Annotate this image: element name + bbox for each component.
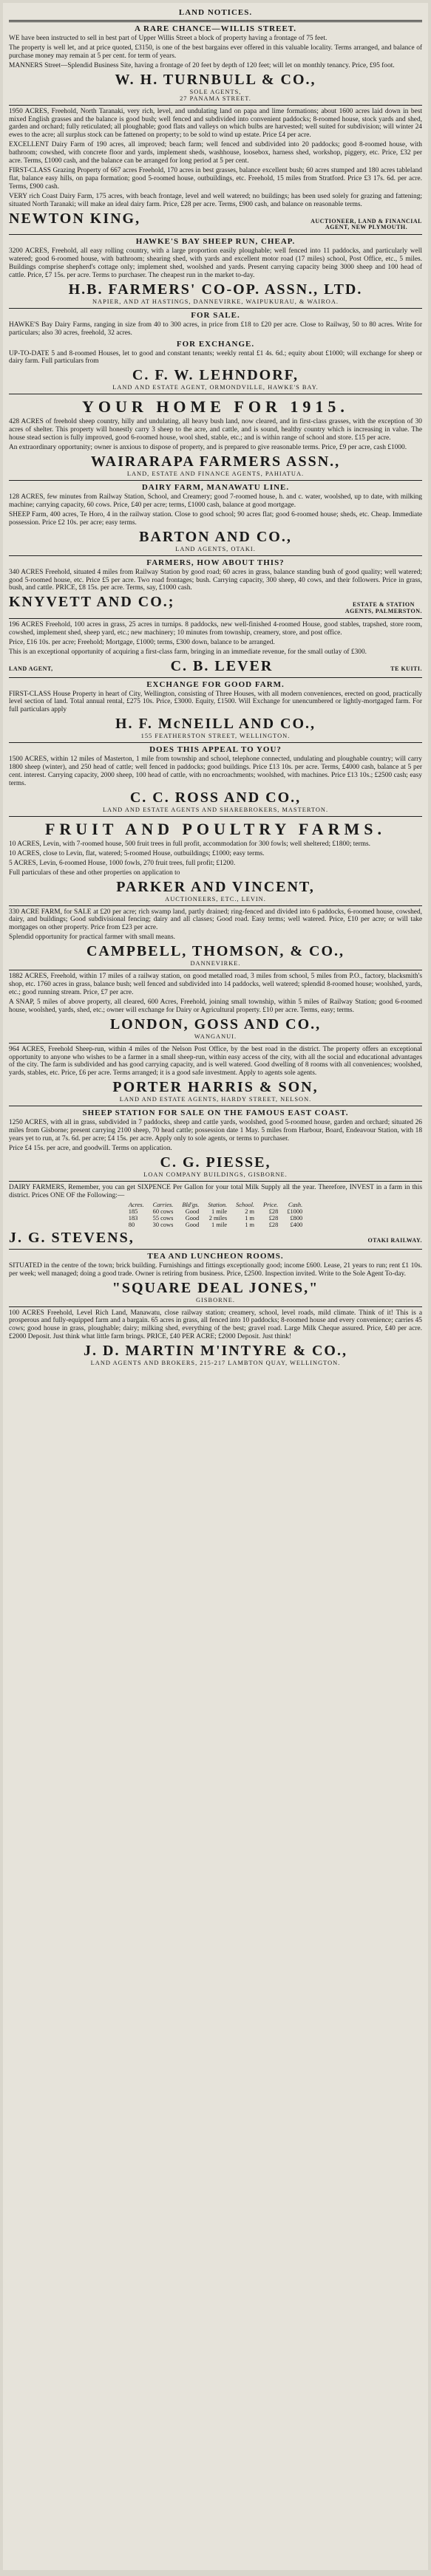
ad-firm-name: "SQUARE DEAL JONES," [112,1280,319,1296]
ad-block [9,1046,422,1103]
ad-paragraph: 100 ACRES Freehold, Level Rich Land, Manawatu, close railway station; creamery, school, level roads, mild climate. Think of it! This is a prosperous and fully-equipped farm and a bargain. 65 acres in grass, all fenced into 10 paddocks; 8-roomed house and every convenience; carries 45 cows; good house in grass, ploughable; dairy; milking shed, everything of the best; gravel road. Large Milk Cheque assured. Price, £40 per acre. £2000 Deposit. Just think what little farm brings. PRICE, £40 PER ACRE; £2000 Deposit. Just think! [9,1309,422,1341]
ad-paragraph: 1500 ACRES, within 12 miles of Masterton, 1 mile from township and school, telephone connected, undulating and ploughable country; will carry 1800 sheep (winter), and 250 head of cattle; well fenced in paddocks; good buildings. Price £13 10s. per acre. Terms, £4000 cash, balance at 5 per cent. interest. Carrying capacity, 2000 sheep, 100 head of cattle, with no encroachments; woolshed, with machines. Price £13 10s.; £2500 cash; easy terms. [9,756,422,787]
ad-paragraph: An extraordinary opportunity; owner is anxious to dispose of property, and is prepared to give reasonable terms. Price, £9 per acre, cash £1000. [9,444,407,452]
ad-banner: YOUR HOME FOR 1915. [82,397,349,417]
ad-paragraph: HAWKE'S Bay Dairy Farms, ranging in size from 40 to 300 acres, in price from £18 to £20 per acre. Close to Railway, 50 to 80 acres. Write for particulars; also 30 acres, freehold, 32 acres. [9,321,422,337]
ad-block [9,24,422,102]
ad-firm-address: WANGANUI. [194,1032,237,1040]
ad-firm-name: C. F. W. LEHNDORF, [132,368,299,384]
table-cell: £800 [290,1214,303,1222]
table-header-cell: Bld'gs. [182,1201,200,1208]
table-header-cell: School. [236,1201,255,1208]
ad-paragraph: UP-TO-DATE 5 and 8-roomed Houses, let to good and constant tenants; weekly rental £1 4s. 6d.; equity about £1000; will exchange for sheep or dairy farm. Full particulars from [9,349,422,366]
ad-firm-name: WAIRARAPA FARMERS ASSN., [90,453,341,470]
table-header-cell: Acres. [128,1201,144,1208]
ad-paragraph: 1950 ACRES, Freehold, North Taranaki, very rich, level, and undulating land on papa and lime formations; about 1600 acres laid down in best mixed English grasses and the balance is good bush; well fenced and subdivided into convenient paddocks; 8-roomed house, stock yards and shed, garden and orchard; fully reticulated; all ploughable; good flats and valleys on which bulbs are harvested; well suited for subdivision; will winter 24 ewes to the acre; all surplus stock can be fattened on property; to be sold to wind up estate. Price £4 per acre. [9,107,422,140]
table-cell: Good [185,1214,200,1222]
table-cell: 1 mile [211,1221,228,1228]
page-title: LAND NOTICES. [178,8,253,17]
divider [9,105,422,106]
ad-paragraph: FIRST-CLASS House Property in heart of City, Wellington, consisting of Three Houses, with all modern conveniences, erected on good, practically level section of land. Total annual rental, £275 10s. Price, £3000. Equity, £1500. Will Exchange for unencumbered or lightly-mortgaged farm. For full particulars apply [9,690,422,714]
ad-firm-name: C. G. PIESSE, [160,1154,271,1171]
ad-block [9,1252,422,1304]
divider [9,555,422,556]
ad-firm-name: KNYVETT AND CO.; [9,595,175,611]
ad-firm-address: SOLE AGENTS, 27 PANAMA STREET. [180,88,251,102]
ad-paragraph: 1882 ACRES, Freehold, within 17 miles of a railway station, on good metalled road, 3 miles from school, 5 miles from P.O., factory, blacksmith's shop, etc. 1760 acres in grass, balance bush; well fenced and subdivided into 14 paddocks, well watered; splendid 8-roomed house; woolshed, yards, etc.; good running stream. Price, £7 per acre. [9,973,422,996]
table-cell: 60 cows [152,1208,174,1215]
divider [9,905,422,906]
ad-paragraph: 128 ACRES, few minutes from Railway Station, School, and Creamery; good 7-roomed house, h. and c. water, woolshed, up to date, with milking machine; carrying capacity, 60 cows. Price, £40 per acre; terms, £1000 cash, balance at good mortgage. [9,493,422,509]
ad-firm-name: BARTON AND CO., [139,529,292,545]
table-cell: £1000 [287,1208,303,1215]
ad-block [9,397,422,477]
table-header-cell: Price. [263,1201,279,1208]
ad-paragraph: 1250 ACRES, with all in grass, subdivided in 7 paddocks, sheep and cattle yards, woolshed, good 5-roomed house, garden and orchard; situated 26 miles from Gisborne; present carrying 2100 sheep, 70 head cattle; possession date 1 May. 5 miles from Harbour, Board, Endeavour Station, with 18 years yet to run, at 7s. 6d. per acre; £4 15s. per acre. Apply only to sole agents, or terms to purchaser. [9,1119,422,1143]
ad-firm-line [9,1230,422,1246]
divider [9,480,422,481]
ad-firm-address: LAND AND ESTATE AGENTS, HARDY STREET, NELSON. [119,1096,312,1103]
ad-firm-line [9,211,422,232]
table-cell: 2 m [245,1208,255,1215]
ad-paragraph: 10 ACRES, Levin, with 7-roomed house, 500 fruit trees in full profit, accommodation for 300 fowls; well sheltered; £1800; terms. [9,840,370,848]
ad-paragraph: WE have been instructed to sell in best part of Upper Willis Street a block of property having a frontage of 75 feet. [9,35,328,42]
table-cell: £28 [268,1208,279,1215]
ad-firm-name: NEWTON KING, [9,210,141,227]
ad-firm-address: DANNEVIRKE. [190,960,241,967]
ad-paragraph: Full particulars of these and other properties on application to [9,869,180,877]
ad-block [9,237,422,305]
ad-paragraph: 5 ACRES, Levin, 6-roomed House, 1000 fowls, 270 fruit trees, full profit; £1200. [9,859,236,867]
ad-block [9,108,422,231]
ad-firm-name: LONDON, GOSS AND CO., [109,1016,322,1032]
divider [9,742,422,743]
divider [9,1181,422,1182]
ad-firm-address: 155 FEATHERSTON STREET, WELLINGTON. [140,733,291,740]
table-header-cell: Cash. [288,1201,303,1208]
ad-paragraph: Price £4 15s. per acre, and goodwill. Terms on application. [9,1145,172,1152]
ad-heading: TEA AND LUNCHEON ROOMS. [147,1251,284,1261]
divider [9,1306,422,1307]
divider [9,308,422,309]
ad-firm-address: LAND AGENTS, OTAKI. [175,545,256,552]
ad-paragraph: 3200 ACRES, Freehold, all easy rolling country, with a large proportion easily ploughable; well fenced into 11 paddocks, and particularly well watered; good 6-roomed house, with bathroom; shearing shed, with yards and excellent motor road (17 miles) school, Post Office, etc., 5 miles. Buildings comprise shepherd's cottage only; implement shed, woolshed and yards. Present carrying capacity being 3000 sheep and 100 head of cattle. Price, £7 15s. per acre. Terms to purchaser. The cheapest run in the market to-day. [9,247,422,279]
ad-paragraph: VERY rich Coast Dairy Farm, 175 acres, with beach frontage, level and well watered; no buildings; has been used solely for grazing and fattening; situated North Taranaki; will make an ideal dairy farm. Price, £28 per acre. Terms, £900 cash, and balance on reasonable terms. [9,192,422,208]
ad-firm-name: C. C. ROSS AND CO., [129,789,302,806]
table-cell: 2 miles [208,1214,228,1222]
table-header-cell: Carries. [152,1201,174,1208]
ad-firm-left: LAND AGENT, [9,665,53,672]
newspaper-page [3,3,428,2570]
divider [9,1043,422,1044]
ad-firm-name: W. H. TURNBULL & CO., [115,72,316,88]
table-cell: 30 cows [152,1221,174,1228]
table-cell: 183 [128,1214,138,1222]
table-cell: 1 m [245,1214,255,1222]
ad-firm-line [9,659,422,674]
ad-heading: A RARE CHANCE—WILLIS STREET. [134,24,297,33]
ad-firm-address: LOAN COMPANY BUILDINGS, GISBORNE. [143,1171,288,1178]
ad-block [9,1184,422,1246]
table-cell: £28 [268,1214,279,1222]
divider [9,677,422,678]
ad-firm-name: CAMPBELL, THOMSON, & CO., [86,944,345,960]
ad-block [9,311,422,391]
ad-paragraph: This is an exceptional opportunity of acquiring a first-class farm, bringing in an immediate revenue, for the small outlay of £300. [9,648,367,656]
table-cell: 1 mile [211,1208,228,1215]
divider [9,1249,422,1250]
ad-block [9,680,422,740]
ad-heading: DOES THIS APPEAL TO YOU? [149,745,282,755]
ad-heading: SHEEP STATION FOR SALE ON THE FAMOUS EAST COAST. [82,1109,349,1118]
ad-firm-address: LAND AND ESTATE AGENT, ORMONDVILLE, HAWKE'S BAY. [112,384,319,391]
ad-heading: FOR SALE. [191,310,240,320]
divider [9,816,422,817]
ad-firm-name: H.B. FARMERS' CO-OP. ASSN., LTD. [68,281,363,298]
ad-firm-right: OTAKI RAILWAY. [367,1236,422,1244]
ad-heading: EXCHANGE FOR GOOD FARM. [146,679,285,689]
ad-firm-address: GISBORNE. [196,1296,235,1304]
table-row [124,1208,307,1215]
ad-paragraph: Price, £16 10s. per acre; Freehold; Mortgage, £1000; terms, £300 down, balance to be arranged. [9,638,275,646]
ad-firm-name: H. F. McNEILL AND CO., [115,716,316,733]
ad-paragraph: EXCELLENT Dairy Farm of 190 acres, all improved; beach farm; well fenced and subdivided into 20 paddocks; good 8-roomed house, with bathroom; cowshed, with concrete floor and yards, implement sheds, washhouse, loosebox, harness shed, workshop, piggery, etc. Price, £32 per acre. Terms, £1000 cash, and the balance can be arranged for long period at 5 per cent. [9,141,422,165]
table-cell: 80 [128,1221,135,1228]
ad-paragraph: FIRST-CLASS Grazing Property of 667 acres Freehold, 170 acres in best grasses, balance excellent bush; 60 acres stumped and 180 acres tableland flat, balance easy hills, on papa formation; good 5-roomed house, outbuildings, etc. Freehold, 15 miles from Stratford. Price £3 17s. 6d. per acre. Terms, £900 cash. [9,166,422,191]
ad-block [9,483,422,552]
ad-firm-right: TE KUITI. [390,665,422,672]
ad-block [9,745,422,813]
ad-firm-name: PARKER AND VINCENT, [116,879,315,895]
ad-paragraph: 196 ACRES Freehold, 100 acres in grass, 25 acres in turnips. 8 paddocks, new well-finished 4-roomed House, good stables, trapshed, store room, cowshed, implement shed, sheep yard, etc.; new machinery; 10 minutes from township, creamery, store, and post office. [9,620,422,637]
ad-block [9,820,422,902]
ad-firm-address: NAPIER, AND AT HASTINGS, DANNEVIRKE, WAIPUKURAU, & WAIROA. [92,298,339,305]
ad-paragraph: MANNERS Street—Splendid Business Site, having a frontage of 20 feet by depth of 120 feet; will let on monthly tenancy. Price, £95 foot. [9,61,395,69]
ad-block [9,1109,422,1178]
ad-paragraph: Splendid opportunity for practical farmer with small means. [9,934,175,942]
ad-firm-name: J. D. MARTIN M'INTYRE & CO., [84,1343,347,1360]
ad-firm-address: AUCTIONEER, LAND & FINANCIAL AGENT, NEW PLYMOUTH. [310,217,422,231]
ad-block [9,1309,422,1367]
ad-paragraph: 330 ACRE FARM, for SALE at £20 per acre; rich swamp land, partly drained; ring-fenced and divided into 6 paddocks, 6-roomed house, cowshed, dairy, and buildings; Good subdivisional fencing; dairy and all classes; Good road. Easy terms; well watered. Price, £10 per acre; or will take mortgages on other property. Price from £23 per acre. [9,908,422,932]
ad-heading: HAWKE'S BAY SHEEP RUN, CHEAP. [135,237,296,247]
ad-paragraph: A SNAP, 5 miles of above property, all cleared, 600 Acres, Freehold, joining small township, within 5 miles of Railway Station; good 6-roomed house, woolshed, yards, shed, etc.; owner will exchange for Dairy or Agricultural property. £10 per acre. Terms, easy; terms. [9,998,422,1014]
ad-firm-address: LAND AGENTS AND BROKERS, 215-217 LAMBTON QUAY, WELLINGTON. [90,1360,341,1367]
ad-heading: FARMERS, HOW ABOUT THIS? [146,558,285,567]
table-cell: 1 m [245,1221,255,1228]
ad-paragraph: SHEEP Farm, 400 acres, Te Horo, 4 in the railway station. Close to good school; 90 acres flat; good 6-roomed house; sheds, etc. Cheap. Immediate possession. Price £2 10s. per acre; easy terms. [9,510,422,527]
table-cell: Good [185,1221,200,1228]
ad-heading: FOR EXCHANGE. [176,339,255,349]
ad-firm-address: LAND AND ESTATE AGENTS AND SHAREBROKERS, MASTERTON. [102,806,329,813]
table-header-row [124,1202,307,1208]
ad-firm-address: AUCTIONEERS, ETC., LEVIN. [165,895,266,902]
ad-paragraph: 964 ACRES, Freehold Sheep-run, within 4 miles of the Nelson Post Office, by the best road in the district. The property offers an exceptional opportunity to anyone who wishes to be a farmer in a small sheep-run, within easy access of the city, with all the social and educational advantages of the city. The farm is subdivided and has good carrying capacity, and is well watered. Good dwelling of 8 rooms with all conveniences; woolshed, yards, stables, etc. Price, £6 per acre. Terms arranged; it is a good safe investment. Apply to agents sole agents. [9,1045,422,1078]
table-cell: 185 [128,1208,138,1215]
ad-block [9,973,422,1040]
table-cell: Good [185,1208,200,1215]
ad-paragraph: 340 ACRES Freehold, situated 4 miles from Railway Station by good road; 60 acres in grass, balance standing bush of good quality; well watered; good 5-roomed house, etc. Price £5 per acre. Two road frontages; bush. Carrying capacity, 300 sheep, 40 cows, and their followers. Price in grass, bush, and cattle. PRICE, £8 15s. per acre. Terms, say, £1000 cash. [9,568,422,592]
ad-firm-name: C. B. LEVER [170,658,274,674]
ad-paragraph: 428 ACRES of freehold sheep country, hilly and undulating, all heavy bush land, now cleared, and in first-class grasses, with the exception of 30 acres of shelter. This property will honestly carry 3 sheep to the acre, and cattle, and is sound, healthy country which is increasing in value. The house stead section is fully improved, good 6-roomed house, wool shed, stable, etc.; and is within range of school and store. £15 per acre. [9,418,422,442]
ad-paragraph: SITUATED in the centre of the town; brick building. Furnishings and fittings exceptionally good; income £600. Lease, 21 years to run; rent £1 10s. per week; well managed; doing a good trade. Owner is retiring from business. Price, £2500. Inspection invited. Write to the Sole Agent To-day. [9,1261,422,1278]
ad-block [9,558,422,615]
ad-paragraph: 10 ACRES, close to Levin, flat, watered; 5-roomed House, outbuildings; £1000; easy terms. [9,849,265,857]
ad-heading: DAIRY FARM, MANAWATU LINE. [141,482,290,492]
ad-firm-name: J. G. STEVENS, [9,1230,135,1246]
ad-firm-address: ESTATE & STATION AGENTS, PALMERSTON. [345,601,422,615]
price-table [124,1202,307,1228]
ad-block [9,621,422,674]
table-cell: £28 [268,1221,279,1228]
ad-firm-address: LAND, ESTATE AND FINANCE AGENTS, PAHIATUA. [126,470,305,477]
table-row [124,1215,307,1222]
ad-paragraph: DAIRY FARMERS, Remember, you can get SIXPENCE Per Gallon for your total Milk Supply all the year. Therefore, INVEST in a farm in this district. Prices ONE OF the Following:— [9,1183,422,1199]
ad-banner: FRUIT AND POULTRY FARMS. [44,819,387,838]
divider [9,20,422,22]
table-header-cell: Station. [208,1201,228,1208]
table-cell: £400 [290,1221,303,1228]
table-row [124,1222,307,1228]
table-cell: 55 cows [152,1214,174,1222]
divider [9,618,422,619]
ads-column [9,24,422,1366]
ad-firm-line [9,595,422,615]
ad-paragraph: The property is well let, and at price quoted, £3150, is one of the best bargains ever offered in this valuable locality. Terms arranged, and balance of purchase money may remain at 5 per cent. for term of years. [9,44,422,60]
ad-firm-name: PORTER HARRIS & SON, [112,1080,319,1096]
divider [9,234,422,235]
ad-block [9,908,422,967]
